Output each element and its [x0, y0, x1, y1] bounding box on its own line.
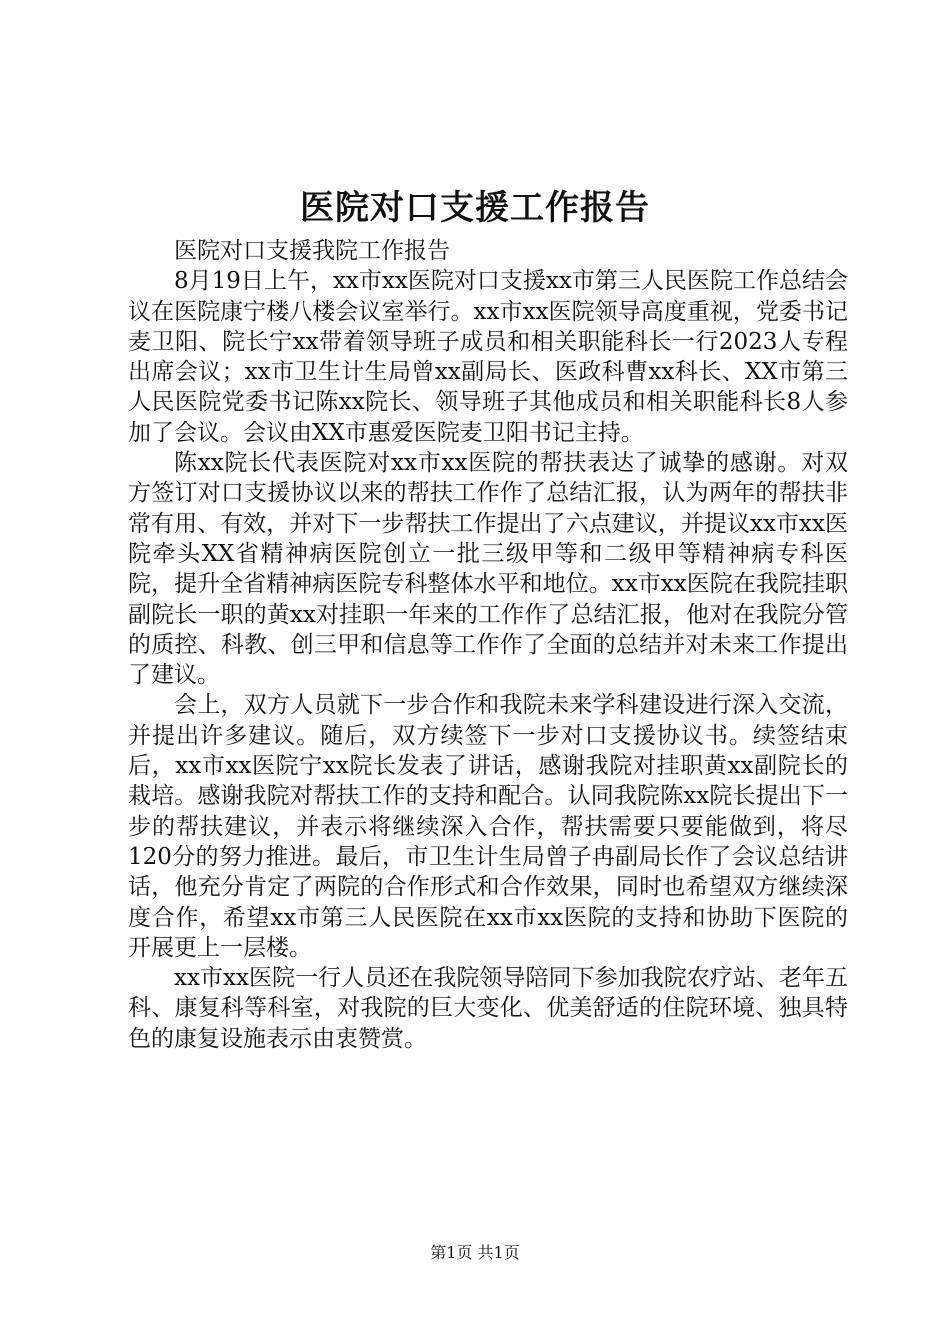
paragraph-meeting-intro: 8月19日上午，xx市xx医院对口支援xx市第三人民医院工作总结会议在医院康宁楼八楼会议室举行。xx市xx医院领导高度重视，党委书记麦卫阳、院长宁xx带着领导班子成员和相关职能科长一行2023人专程出席会议；xx市卫生计生局曾xx副局长、医政科曹xx科长、XX市第三人民医院党委书记陈xx院长、领导班子其他成员和相关职能科长8人参加了会议。会议由XX市惠爱医院麦卫阳书记主持。 — [128, 268, 848, 446]
page-footer — [0, 1241, 950, 1265]
paragraph-exchange-agreement: 会上，双方人员就下一步合作和我院未来学科建设进行深入交流，并提出许多建议。随后，双方续签下一步对口支援协议书。续签结束后，xx市xx医院宁xx院长发表了讲话，感谢我院对挂职黄xx副院长的栽培。感谢我院对帮扶工作的支持和配合。认同我院陈xx院长提出下一步的帮扶建议，并表示将继续深入合作，帮扶需要只要能做到，将尽120分的努力推进。最后，市卫生计生局曾子冉副局长作了会议总结讲话，他充分肯定了两院的合作形式和合作效果，同时也希望双方继续深度合作，希望xx市第三人民医院在xx市xx医院的支持和协助下医院的开展更上一层楼。 — [128, 692, 848, 961]
document-title: 医院对口支援工作报告 — [300, 188, 650, 228]
paragraph-subtitle: 医院对口支援我院工作报告 — [174, 238, 450, 264]
document-body — [128, 236, 848, 1054]
paragraph-thanks-report: 陈xx院长代表医院对xx市xx医院的帮扶表达了诚挚的感谢。对双方签订对口支援协议以来的帮扶工作作了总结汇报，认为两年的帮扶非常有用、有效，并对下一步帮扶工作提出了六点建议，并提议xx市xx医院牵头XX省精神病医院创立一批三级甲等和二级甲等精神病专科医院，提升全省精神病医院专科整体水平和地位。xx市xx医院在我院挂职副院长一职的黄xx对挂职一年来的工作作了总结汇报，他对在我院分管的质控、科教、创三甲和信息等工作作了全面的总结并对未来工作提出了建议。 — [128, 450, 848, 689]
page-number: 第1页 — [430, 1243, 473, 1262]
paragraph-visit: xx市xx医院一行人员还在我院领导陪同下参加我院农疗站、老年五科、康复科等科室，对我院的巨大变化、优美舒适的住院环境、独具特色的康复设施表示由衷赞赏。 — [128, 965, 848, 1052]
page-total: 共1页 — [477, 1243, 520, 1262]
